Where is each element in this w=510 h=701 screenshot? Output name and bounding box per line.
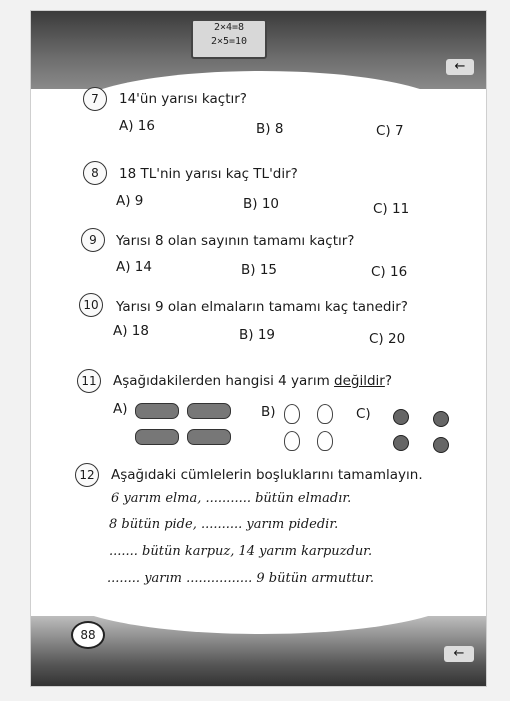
apple-half-icon xyxy=(393,435,409,451)
apple-half-icon xyxy=(433,437,449,453)
egg-half-icon xyxy=(317,404,333,424)
option-b: B) 10 xyxy=(243,196,279,212)
chalkboard xyxy=(191,19,267,59)
egg-half-icon xyxy=(284,404,300,424)
handwritten-line: 8 bütün pide, .......... yarım pidedir. xyxy=(109,517,339,532)
apple-half-icon xyxy=(393,409,409,425)
option-c: C) 7 xyxy=(376,123,404,139)
option-c: C) 16 xyxy=(371,264,408,280)
question-text: Yarısı 8 olan sayının tamamı kaçtır? xyxy=(116,233,355,249)
option-b: B) 8 xyxy=(256,121,284,137)
page-number: 88 xyxy=(71,621,105,649)
option-a: A) 18 xyxy=(113,323,149,339)
handwritten-line: ........ yarım ................ 9 bütün armuttur. xyxy=(107,571,374,586)
option-a: A) 9 xyxy=(116,193,144,209)
question-number: 7 xyxy=(83,87,107,111)
handwritten-line: 6 yarım elma, ........... bütün elmadır. xyxy=(111,491,352,506)
question-text: Yarısı 9 olan elmaların tamamı kaç tanedir? xyxy=(116,299,408,315)
question-number: 9 xyxy=(81,228,105,252)
handwritten-line: ....... bütün karpuz, 14 yarım karpuzdur. xyxy=(109,544,373,559)
question-number: 12 xyxy=(75,463,99,487)
bread-half-icon xyxy=(135,403,179,419)
option-b: B) 19 xyxy=(239,327,275,343)
back-arrow-icon: ← xyxy=(444,646,474,662)
worksheet-page xyxy=(30,10,487,687)
option-b: B) xyxy=(261,404,276,420)
board-line: 2×5=10 xyxy=(210,36,248,47)
option-a: A) xyxy=(113,401,128,417)
egg-half-icon xyxy=(284,431,300,451)
top-illustration xyxy=(31,11,486,89)
board-line: 2×4=8 xyxy=(213,22,245,33)
question-text xyxy=(113,373,392,389)
bread-half-icon xyxy=(187,403,231,419)
question-number: 10 xyxy=(79,293,103,317)
apple-half-icon xyxy=(433,411,449,427)
question-number: 11 xyxy=(77,369,101,393)
option-a: A) 14 xyxy=(116,259,152,275)
option-c: C) xyxy=(356,406,371,422)
cloud-edge xyxy=(61,594,461,634)
option-c: C) 20 xyxy=(369,331,406,347)
underlined-word: değildir xyxy=(334,373,385,389)
bread-half-icon xyxy=(135,429,179,445)
option-c: C) 11 xyxy=(373,201,410,217)
option-b: B) 15 xyxy=(241,262,277,278)
question-number: 8 xyxy=(83,161,107,185)
question-text-part: Aşağıdakilerden hangisi 4 yarım xyxy=(113,373,335,389)
question-text: 14'ün yarısı kaçtır? xyxy=(119,91,247,107)
bread-half-icon xyxy=(187,429,231,445)
option-a: A) 16 xyxy=(119,118,155,134)
question-text: 18 TL'nin yarısı kaç TL'dir? xyxy=(119,166,298,182)
question-mark: ? xyxy=(384,373,393,389)
back-arrow-icon: ← xyxy=(446,59,474,75)
question-text: Aşağıdaki cümlelerin boşluklarını tamamlayın. xyxy=(111,467,423,483)
egg-half-icon xyxy=(317,431,333,451)
